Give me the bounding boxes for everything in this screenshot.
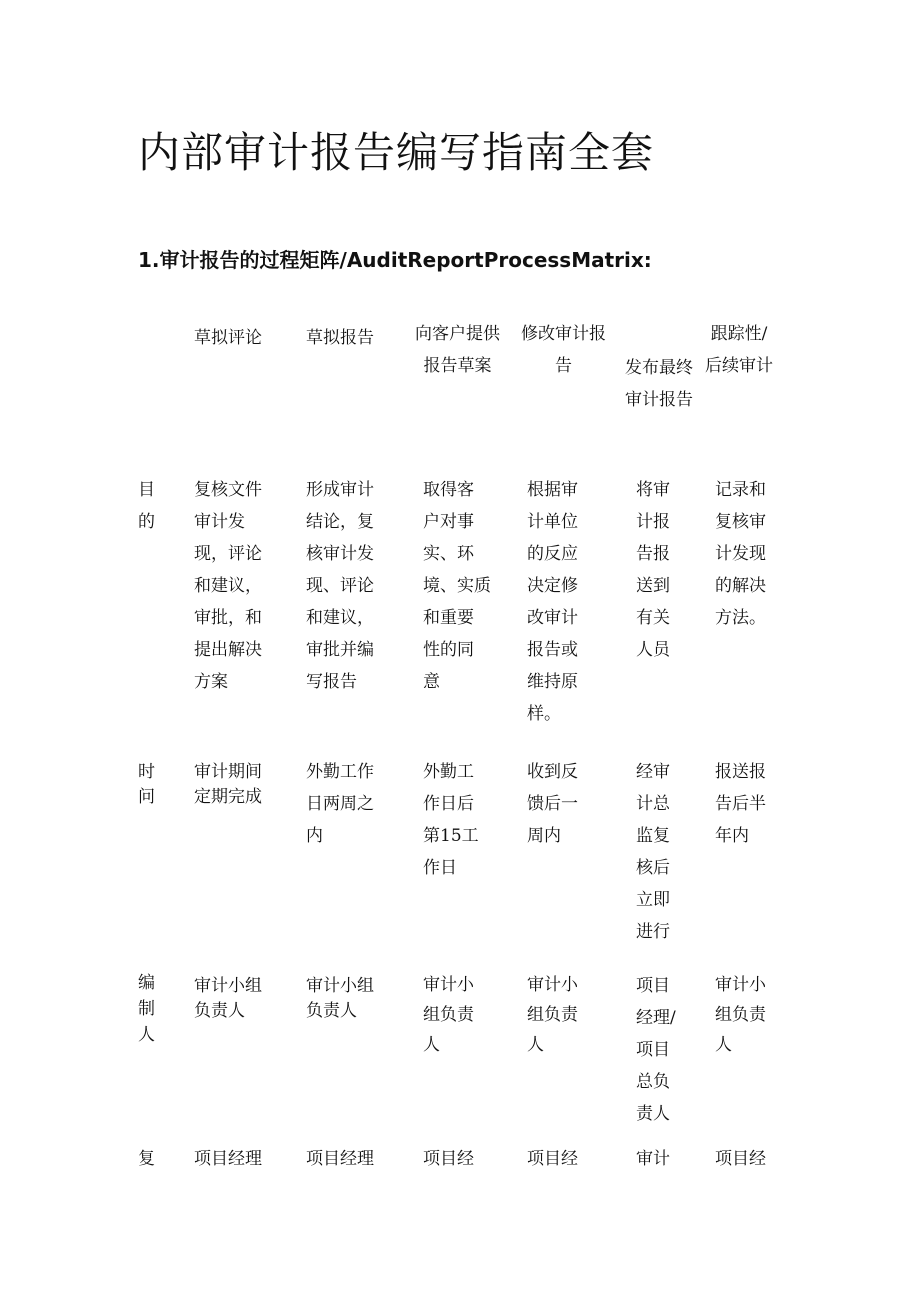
column-header-issue-final: 发布最终 审计报告	[625, 358, 693, 410]
table-cell: 记录和 复核审 计发现 的解决 方法。	[715, 480, 766, 628]
table-cell: 项目经理	[306, 1149, 374, 1169]
column-header-provide-draft: 向客户提供 报告草案	[415, 324, 500, 376]
table-cell: 形成审计 结论，复 核审计发 现、评论 和建议， 审批并编 写报告	[306, 480, 374, 692]
table-cell: 项目经	[527, 1149, 578, 1169]
table-cell: 审计小 组负责 人	[423, 975, 474, 1055]
table-cell: 报送报 告后半 年内	[715, 762, 766, 846]
column-header-follow-up: 跟踪性/ 后续审计	[705, 324, 773, 376]
table-cell: 外勤工 作日后 第15工 作日	[423, 762, 479, 878]
table-cell: 经审 计总 监复 核后 立即 进行	[636, 762, 670, 942]
column-header-draft-comments: 草拟评论	[194, 328, 262, 348]
table-cell: 项目经	[423, 1149, 474, 1169]
column-header-draft-report: 草拟报告	[306, 328, 374, 348]
section-heading: 1.审计报告的过程矩阵/AuditReportProcessMatrix:	[138, 248, 652, 272]
row-label-time: 时 问	[138, 762, 155, 807]
row-label-review: 复	[138, 1149, 155, 1169]
table-cell: 将审 计报 告报 送到 有关 人员	[636, 480, 670, 660]
table-cell: 复核文件 审计发 现，评论 和建议， 审批，和 提出解决 方案	[194, 480, 262, 692]
table-cell: 审计期间 定期完成	[194, 762, 262, 807]
row-label-purpose: 目 的	[138, 480, 155, 532]
table-cell: 审计小组 负责人	[194, 976, 262, 1021]
table-cell: 收到反 馈后一 周内	[527, 762, 578, 846]
table-cell: 根据审 计单位 的反应 决定修 改审计 报告或 维持原 样。	[527, 480, 578, 724]
table-cell: 项目 经理/ 项目 总负 责人	[636, 976, 676, 1124]
table-cell: 审计小 组负责 人	[715, 975, 766, 1055]
table-cell: 项目经	[715, 1149, 766, 1169]
table-cell: 审计	[636, 1149, 670, 1169]
table-cell: 审计小 组负责 人	[527, 975, 578, 1055]
document-title: 内部审计报告编写指南全套	[138, 128, 655, 177]
table-cell: 取得客 户对事 实、环 境、实质 和重要 性的同 意	[423, 480, 491, 692]
row-label-preparer: 编 制 人	[138, 973, 155, 1045]
table-cell: 审计小组 负责人	[306, 976, 374, 1021]
table-cell: 外勤工作 日两周之 内	[306, 762, 374, 846]
table-cell: 项目经理	[194, 1149, 262, 1169]
column-header-revise-report: 修改审计报 告	[521, 324, 606, 376]
